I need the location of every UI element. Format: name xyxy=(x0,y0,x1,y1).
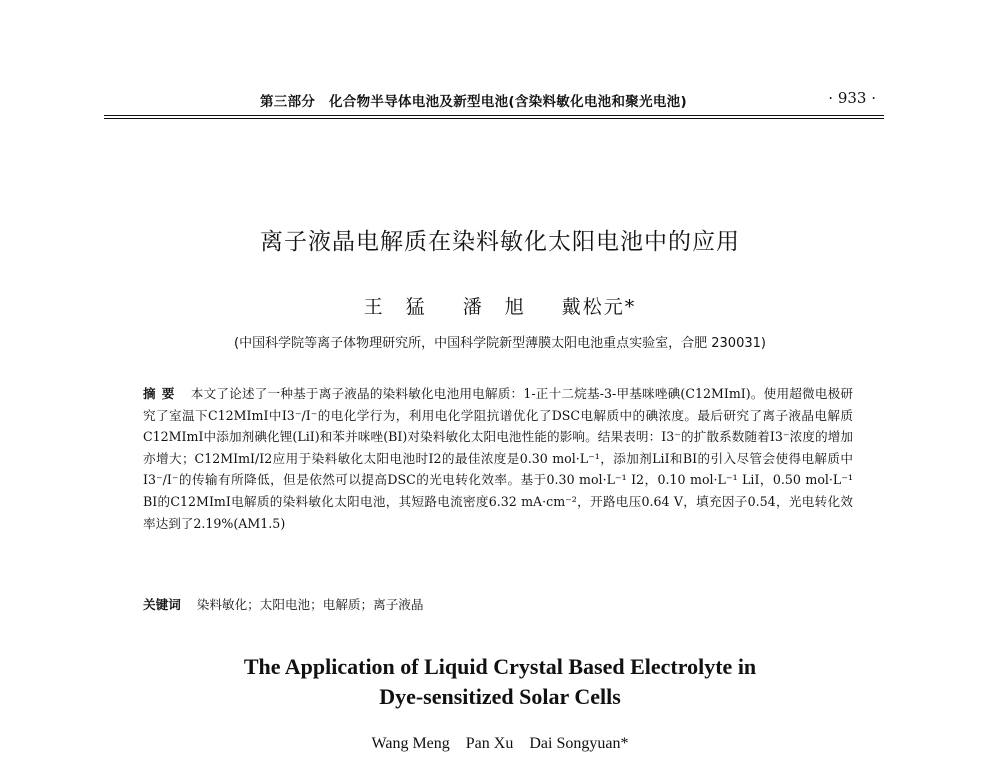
paper-title-cn: 离子液晶电解质在染料敏化太阳电池中的应用 xyxy=(260,229,740,255)
affiliation-cn: (中国科学院等离子体物理研究所，中国科学院新型薄膜太阳电池重点实验室，合肥 230031) xyxy=(234,336,766,351)
header-rule xyxy=(104,115,884,119)
author-cn-2: 潘 旭 xyxy=(462,296,526,318)
abstract-cn xyxy=(143,383,853,534)
keywords-text: 染料敏化；太阳电池；电解质；离子液晶 xyxy=(196,597,424,612)
page-number: · 933 · xyxy=(828,89,876,107)
author-cn-1: 王 猛 xyxy=(363,296,427,318)
abstract-label: 摘要 xyxy=(143,386,181,401)
author-en-3: Dai Songyuan* xyxy=(529,735,629,752)
keywords-label: 关键词 xyxy=(143,597,181,612)
running-header xyxy=(104,90,884,114)
author-en-2: Pan Xu xyxy=(465,735,514,752)
authors-en xyxy=(0,735,1000,753)
paper-title-en xyxy=(0,652,1000,712)
keywords-cn xyxy=(143,594,853,613)
header-section-title: 第三部分 化合物半导体电池及新型电池(含染料敏化电池和聚光电池) xyxy=(260,94,687,110)
title-en-line-2: Dye-sensitized Solar Cells xyxy=(379,684,621,709)
author-cn-3: 戴松元* xyxy=(561,296,637,318)
authors-cn xyxy=(0,292,1000,319)
abstract-text: 本文了论述了一种基于离子液晶的染料敏化电池用电解质：1-正十二烷基-3-甲基咪唑碘(C12MImI)。使用超微电极研究了室温下C12MImI中I3⁻/I⁻的电化学行为，利用电化学阻抗谱优化了DSC电解质中的碘浓度。最后研究了离子液晶电解质C12MImI中添加剂碘化锂(LiI)和苯并咪唑(BI)对染料敏化太阳电池性能的影响。结果表明：I3⁻的扩散系数随着I3⁻浓度的增加亦增大；C12MImI/I2应用于染料敏化太阳电池时I2的最佳浓度是0.30 mol·L⁻¹，添加剂LiI和BI的引入尽管会使得电解质中I3⁻/I⁻的传输有所降低，但是依然可以提高DSC的光电转化效率。基于0.30 mol·L⁻¹ I2，0.10 mol·L⁻¹ LiI，0.50 mol·L⁻¹ BI的C12MImI电解质的染料敏化太阳电池，其短路电流密度6.32 mA·cm⁻²，开路电压0.64 V，填充因子0.54，光电转化效率达到了2.19%(AM1.5) xyxy=(143,386,853,531)
author-en-1: Wang Meng xyxy=(371,735,450,752)
title-en-line-1: The Application of Liquid Crystal Based Electrolyte in xyxy=(243,654,757,679)
